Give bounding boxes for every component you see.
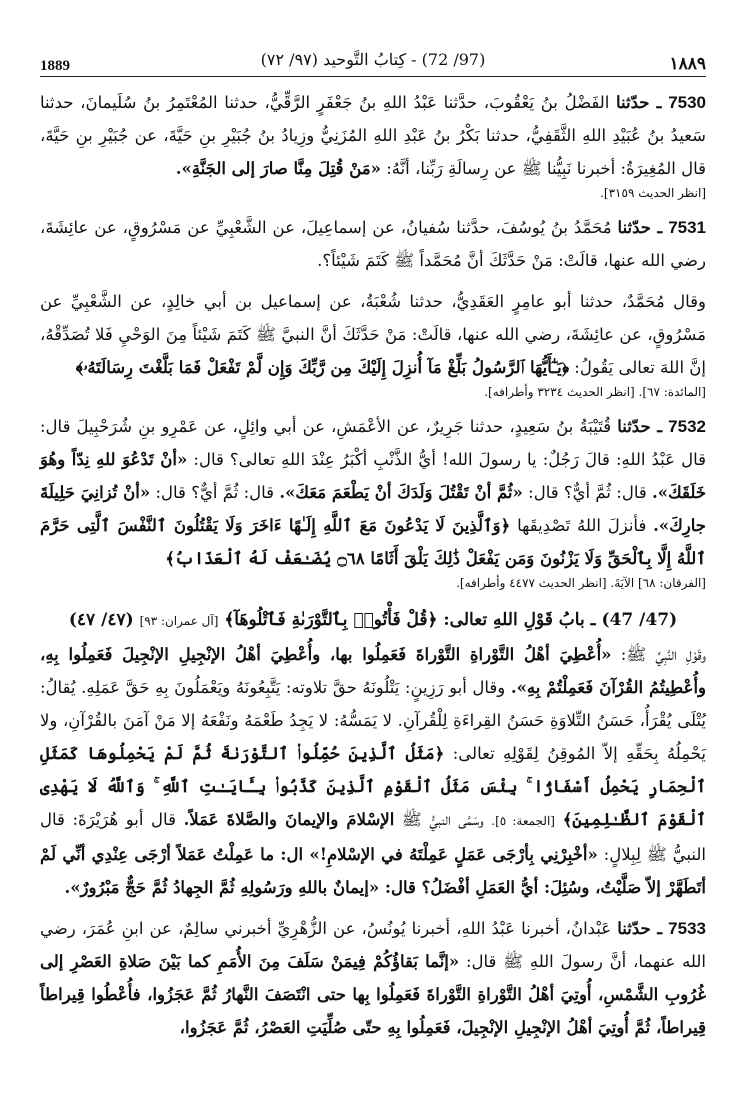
hadith-reference: [المائدة: ٦٧]. [انظر الحديث ٣٢٣٤ وأطرافه]. [484, 385, 706, 399]
hadith-text: مُحَمَّدُ بنُ يُوسُفَ، حدَّثنا سُفيانُ، عن إسماعِيلَ، عن الشَّعْبِيِّ عن مَسْرُوقٍ، عن عائِشَةَ، رضي الله عنها، قالَتْ: مَنْ حَدَّثَكَ أنَّ مُحَمَّداً ﷺ كَتَمَ شَيْئاً؟. [40, 218, 706, 270]
hadith-prefix: ـ حدّثنا [617, 919, 663, 938]
page-header [40, 40, 706, 77]
hadith-7531 [40, 211, 706, 277]
hadith-quote: «أخْبِرْنِي بِأرْجَى عَمَلٍ عَمِلْتَهُ في الإسْلامِ!» ال: ما عَمِلْتُ عَمَلاً أرْجَى عِنْدِي أنِّي لَمْ أتَطَهَّرْ إلاّ صَلَّيْتُ، وسُئِلَ: أيُّ العَمَلِ أفْضَلُ؟ قال: «إيمانٌ باللهِ ورَسُولِهِ ثُمَّ الجِهادُ ثُمَّ حَجٌّ مَبْرُورٌ». [40, 845, 706, 897]
hadith-reference: [انظر الحديث ٣١٥٩]. [600, 186, 706, 200]
hadith-text: فأنزلَ اللهُ تَصْدِيقَها [517, 516, 647, 535]
hadith-reference: [الفرقان: ٦٨] الآيَةَ. [انظر الحديث ٤٤٧٧ وأطرافه]. [456, 576, 706, 590]
hadith-prefix: ـ حدّثنا [617, 417, 663, 436]
running-title: (97/ 72) - كِتابُ التَّوحيد (٩٧/ ٧٢) [260, 50, 486, 69]
chapter-heading [40, 603, 706, 638]
hadith-7533 [40, 912, 706, 1044]
quran-verse: ﴿وَٱلَّذِينَ لَا يَدْعُونَ مَعَ ٱللَّهِ إِلَـٰهًا ءَاخَرَ وَلَا يَقْتُلُونَ ٱلنَّفْسَ ٱلَّتِى حَرَّمَ ٱللَّهُ إِلَّا بِٱلْحَقِّ وَلَا يَزْنُونَ وَمَن يَفْعَلْ ذَٰلِكَ يَلْقَ أَثَامًا ۝٦٨ يُضَـٰعَفْ لَهُ ٱلْعَذَابُ﴾ [40, 516, 706, 568]
hadith-quote: «ثُمَّ أنْ تَقْتُلَ وَلَدَكَ أنْ يَطْعَمَ مَعَكَ». [279, 483, 523, 502]
hadith-7530 [40, 86, 706, 203]
chapter-number: (47/ 47) [601, 610, 678, 630]
chapter-text: قال أبو هُرَيْرَةَ: قال النبيُّ ﷺ لِبِلالٍ: [40, 810, 706, 864]
quran-verse: ﴿يَـٰٓأَيُّهَا ٱلرَّسُولُ بَلِّغْ مَآ أُنزِلَ إِلَيْكَ مِن رَّبِّكَ وَإِن لَّمْ تَفْعَلْ فَمَا بَلَّغْتَ رِسَالَتَهُۥ﴾ [75, 358, 570, 377]
verse-reference: [الجمعة: ٥]. [491, 814, 555, 828]
hadith-number: 7532 [668, 417, 706, 436]
hadith-quote: «إنَّما بَقاؤُكُمْ فِيمَنْ سَلَفَ مِنَ الأُمَمِ كما بَيْنَ صَلاةِ العَصْرِ إلى غُرُوبِ الشَّمْسِ، أُوتِيَ أهْلُ التَّوْراةِ التَّوْراةَ فَعَمِلُوا بِها حتى انْتَصَفَ النَّهارُ ثُمَّ عَجَزُوا، فأُعْطُوا قِيراطاً قِيراطاً، ثُمَّ أُوتِيَ أهْلُ الإنْجِيلِ الإنْجِيلَ، فَعَمِلُوا بِهِ حتّى صُلِّيَتِ العَصْرُ، ثُمَّ عَجَزُوا، [40, 952, 706, 1037]
hadith-number: 7530 [668, 93, 707, 112]
chapter-title: ـ بابُ قَوْلِ اللهِ تعالى: [443, 610, 596, 630]
hadith-7531-continuation [40, 285, 706, 402]
hadith-quote: «أنْ تَدْعُوَ للهِ نِدّاً وهُوَ خَلَقَكَ». [40, 450, 707, 502]
hadith-7532 [40, 410, 706, 593]
chapter-verse: ﴿قُلْ فَأْتُوا۟ بِٱلتَّوْرَىٰةِ فَٱتْلُوهَآ﴾ [224, 610, 438, 630]
page-number-arabic: ١٨٨٩ [669, 54, 706, 74]
page-content [40, 86, 706, 1044]
hadith-number: 7533 [668, 919, 706, 938]
chapter-number-arabic: (٤٧/ ٤٧) [68, 610, 134, 630]
quran-verse: ﴿مَثَلُ ٱلَّذِينَ حُمِّلُوا۟ ٱلتَّوْرَىٰةَ ثُمَّ لَمْ يَحْمِلُوهَا كَمَثَلِ ٱلْحِمَارِ يَحْمِلُ أَسْفَارًۢا ۚ بِئْسَ مَثَلُ ٱلْقَوْمِ ٱلَّذِينَ كَذَّبُوا۟ بِـَٔايَـٰتِ ٱللَّهِ ۚ وَٱللَّهُ لَا يَهْدِى ٱلْقَوْمَ ٱلظَّـٰلِمِينَ﴾ [40, 744, 707, 829]
hadith-number: 7531 [668, 218, 707, 237]
hadith-prefix: ـ حدّثنا [616, 93, 662, 112]
hadith-quote: «أُعْطِيَ أهْلُ التَّوْراةِ التَّوْراةَ فَعَمِلُوا بها، وأُعْطِيَ أهْلُ الإنْجِيلِ الإنْجِيلَ فَعَمِلُوا بِهِ، وأُعْطِيتُمُ القُرْآنَ فَعَمِلْتُمْ بِهِ». [40, 645, 706, 697]
hadith-quote: «مَنْ قُتِلَ مِنَّا صارَ إلى الجَنَّةِ». [175, 159, 381, 178]
hadith-text: قال: ثُمَّ أيٌّ؟ قال: [155, 483, 275, 502]
hadith-text: الفَضْلُ بنُ يَعْقُوبَ، حدَّثنا عَبْدُ اللهِ بنُ جَعْفَرٍ الرَّقِّيُّ، حدثنا المُعْتَمِرُ بنُ سُلَيمانَ، حدثنا سَعيدُ بنُ عُبَيْدِ اللهِ الثَّقَفِيُّ، حدثنا بَكْرُ بنُ عَبْدِ اللهِ المُزَنِيُّ وزِيادُ بنُ جُبَيْرِ بنِ حَيَّةَ، عن جُبَيْرِ بنِ حَيَّةَ، قال المُغِيرَةُ: أخبرنا نَبِيُّنا ﷺ عن رِسالَةِ رَبِّنا، أنَّهُ: [40, 93, 706, 178]
page-number-latin: 1889 [40, 58, 70, 74]
chapter-text: وقال أبو رَزِينٍ: يَتْلُونَهُ حقَّ تلاوته: يَتَّبِعُونَهُ ويَعْمَلُونَ بِهِ حَقَّ عَمَلِهِ. يُقالُ: يُتْلَى يُقْرَأُ، حَسَنُ التِّلاوَةِ حَسَنُ القِراءَةِ لِلْقُرآنِ. لا يَمَسُّهُ: لا يَجِدُ طَعْمَهُ ونَفْعَهُ إلا مَنْ آمَنَ بالقُرْآنِ، ولا يَحْمِلُهُ بِحَقِّهِ إلاّ المُوقِنُ لِقَوْلِهِ تعالى: [40, 678, 707, 763]
hadith-text: قُتَيْبَةُ بنُ سَعِيدٍ، حدثنا جَرِيرٌ، عن الأعْمَشِ، عن أبي وائِلٍ، عن عَمْرِو بنِ شُرَحْبِيلَ قال: قال عَبْدُ اللهِ: قالَ رَجُلٌ: يا رسولَ الله! أيُّ الذَّنْبِ أكْبَرُ عِنْدَ اللهِ تعالى؟ قال: [40, 417, 706, 469]
bold-text: الإسْلامَ والإيمانَ والصَّلاةَ عَمَلاً. [183, 810, 395, 829]
hadith-text: قال: ثُمَّ أيٌّ؟ قال: [528, 483, 647, 502]
hadith-text: وقال مُحَمَّدٌ، حدثنا أبو عامِرٍ العَقَدِيُّ، حدثنا شُعْبَةُ، عن إسماعيل بن أبي خالِدٍ، عن الشَّعْبِيِّ عن مَسْرُوقٍ، عن عائِشَةَ، رضي الله عنها، قالَتْ: مَنْ حَدَّثَكَ أنَّ النبيَّ ﷺ كَتَمَ شَيْئاً مِنَ الوَحْيِ فَلا تُصَدِّقْهُ، إنَّ اللهَ تعالى يَقُولُ: [40, 292, 706, 377]
chapter-verse-reference: [آل عمران: ٩٣] [139, 614, 219, 628]
hadith-text: عَبْدانُ، أخبرنا عَبْدُ اللهِ، أخبرنا يُونُسُ، عن الزُّهْرِيِّ أخبرني سالِمٌ، عن ابنِ عُمَرَ، رضي الله عنهما، أنَّ رسولَ اللهِ ﷺ قال: [40, 919, 706, 971]
chapter-body [40, 638, 706, 904]
chapter-text: وسَمَّى النبيُّ ﷺ [401, 810, 484, 829]
hadith-prefix: ـ حدّثنا [617, 218, 663, 237]
chapter-text: وقَوْلِ النَّبِيِّ ﷺ: [620, 645, 707, 664]
hadith-quote: «أنْ تُزانِيَ حَلِيلَةَ جارِكَ». [40, 483, 706, 535]
